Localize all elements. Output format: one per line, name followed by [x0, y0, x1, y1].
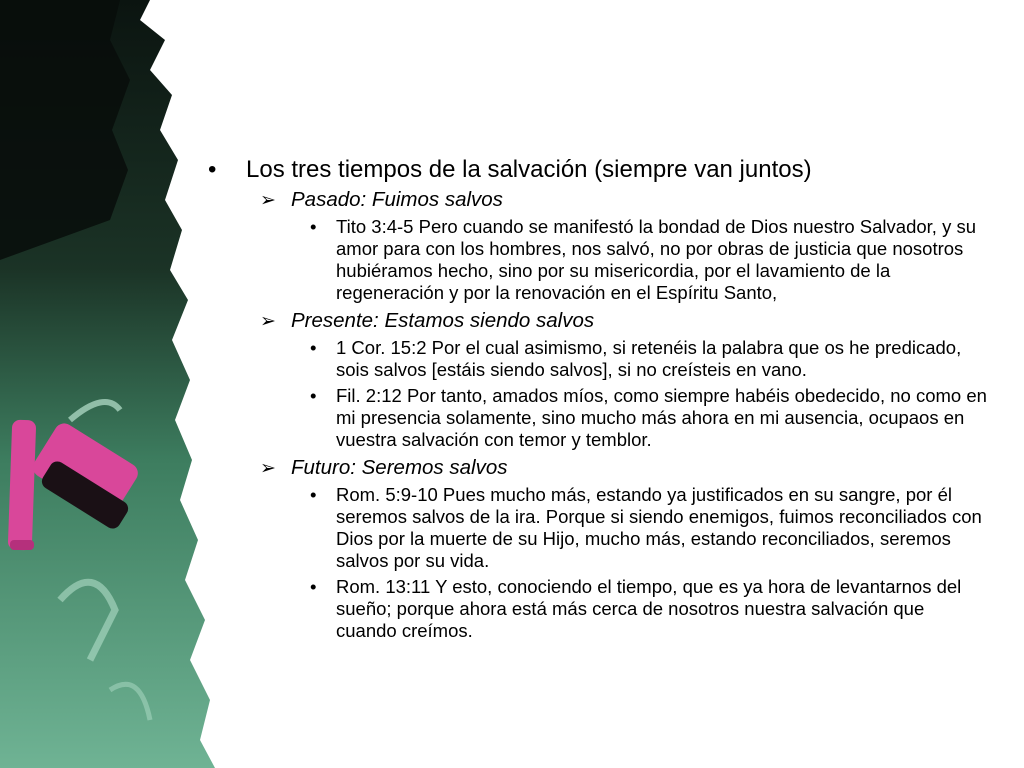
section-heading-text: Futuro: Seremos salvos — [291, 456, 508, 479]
chalk-stick-icon — [8, 420, 37, 551]
main-bullet — [200, 155, 990, 185]
verse-text: Tito 3:4-5 Pero cuando se manifestó la bondad de Dios nuestro Salvador, y su amor para con los hombres, nos salvó, no por obras de justicia que nosotros hubiéramos hecho, sino por su misericordia, por el lavamiento de la regeneración y por la renovación en el Espíritu Santo, — [336, 216, 977, 303]
section-heading-pasado — [200, 187, 990, 213]
arrow-bullet-icon: ➢ — [260, 190, 276, 211]
arrow-bullet-icon: ➢ — [260, 311, 276, 332]
verse-text: Rom. 13:11 Y esto, conociendo el tiempo, que es ya hora de levantarnos del sueño; porque ahora está más cerca de nosotros nuestra salvación que cuando creímos. — [336, 576, 962, 641]
dot-bullet-icon: • — [310, 216, 317, 237]
dot-bullet-icon: • — [310, 337, 317, 358]
arrow-bullet-icon: ➢ — [260, 458, 276, 479]
dot-bullet-icon: • — [310, 576, 317, 597]
section-heading-text: Presente: Estamos siendo salvos — [291, 309, 595, 332]
verse-item — [200, 484, 990, 572]
section-heading-presente — [200, 308, 990, 334]
slide-body — [200, 155, 990, 646]
section-heading-text: Pasado: Fuimos salvos — [291, 188, 503, 211]
verse-text: Fil. 2:12 Por tanto, amados míos, como siempre habéis obedecido, no como en mi presencia solamente, sino mucho más ahora en mi ausencia, ocupaos en vuestra salvación con temor y temblor. — [336, 385, 987, 450]
verse-text: Rom. 5:9-10 Pues mucho más, estando ya justificados en su sangre, por él seremos salvos de la ira. Porque si siendo enemigos, fuimos reconciliados con Dios por la muerte de su Hijo, mucho más, estando reconciliados, seremos salvos por su vida. — [336, 484, 982, 571]
dot-bullet-icon: • — [310, 484, 317, 505]
bullet-icon: • — [208, 156, 217, 183]
main-bullet-text: Los tres tiempos de la salvación (siempre van juntos) — [246, 156, 812, 183]
verse-item — [200, 337, 990, 381]
dot-bullet-icon: • — [310, 385, 317, 406]
section-heading-futuro — [200, 455, 990, 481]
verse-item — [200, 576, 990, 642]
verse-item — [200, 216, 990, 304]
verse-text: 1 Cor. 15:2 Por el cual asimismo, si retenéis la palabra que os he predicado, sois salvos [estáis siendo salvos], si no creísteis en vano. — [336, 337, 962, 380]
verse-item — [200, 385, 990, 451]
